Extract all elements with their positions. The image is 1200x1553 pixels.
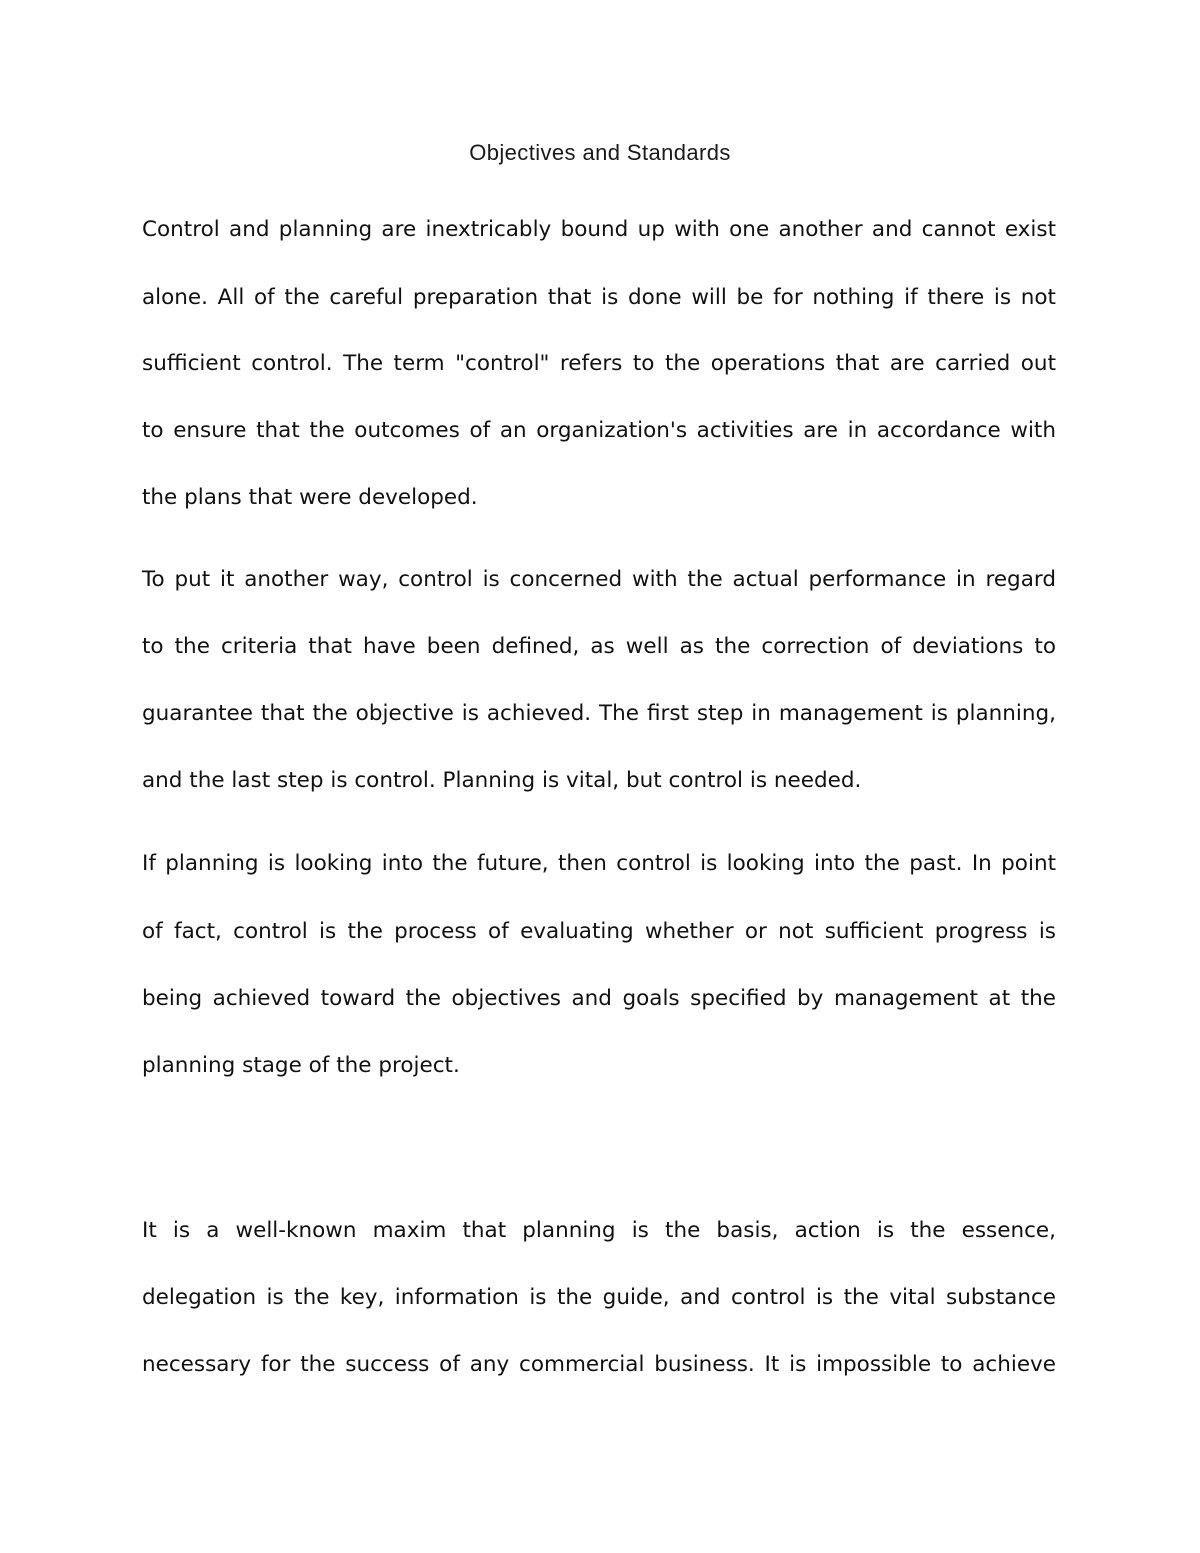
document-title: Objectives and Standards (469, 140, 731, 165)
paragraph-1-line-4: to ensure that the outcomes of an organization's activities are in accordance with (142, 418, 1056, 443)
paragraph-1-line-2: alone. All of the careful preparation that is done will be for nothing if there is not (142, 285, 1056, 310)
paragraph-3-line-4: planning stage of the project. (142, 1053, 460, 1078)
paragraph-4-line-3: necessary for the success of any commercial business. It is impossible to achieve (142, 1352, 1056, 1377)
paragraph-2-line-3: guarantee that the objective is achieved. The first step in management is planning, (142, 701, 1056, 726)
paragraph-3-line-3: being achieved toward the objectives and goals specified by management at the (142, 986, 1056, 1011)
paragraph-3-line-2: of fact, control is the process of evaluating whether or not sufficient progress is (142, 919, 1056, 944)
paragraph-2-line-1: To put it another way, control is concerned with the actual performance in regard (142, 567, 1056, 592)
paragraph-4-line-2: delegation is the key, information is the guide, and control is the vital substance (142, 1285, 1056, 1310)
paragraph-1-line-5: the plans that were developed. (142, 485, 478, 510)
paragraph-1-line-3: sufficient control. The term "control" refers to the operations that are carried out (142, 351, 1056, 376)
paragraph-1-line-1: Control and planning are inextricably bound up with one another and cannot exist (142, 217, 1056, 242)
paragraph-2-line-2: to the criteria that have been defined, as well as the correction of deviations to (142, 634, 1056, 659)
paragraph-2-line-4: and the last step is control. Planning is vital, but control is needed. (142, 768, 862, 793)
paragraph-3-line-1: If planning is looking into the future, then control is looking into the past. In point (142, 851, 1056, 876)
paragraph-4-line-1: It is a well-known maxim that planning is the basis, action is the essence, (142, 1218, 1056, 1243)
